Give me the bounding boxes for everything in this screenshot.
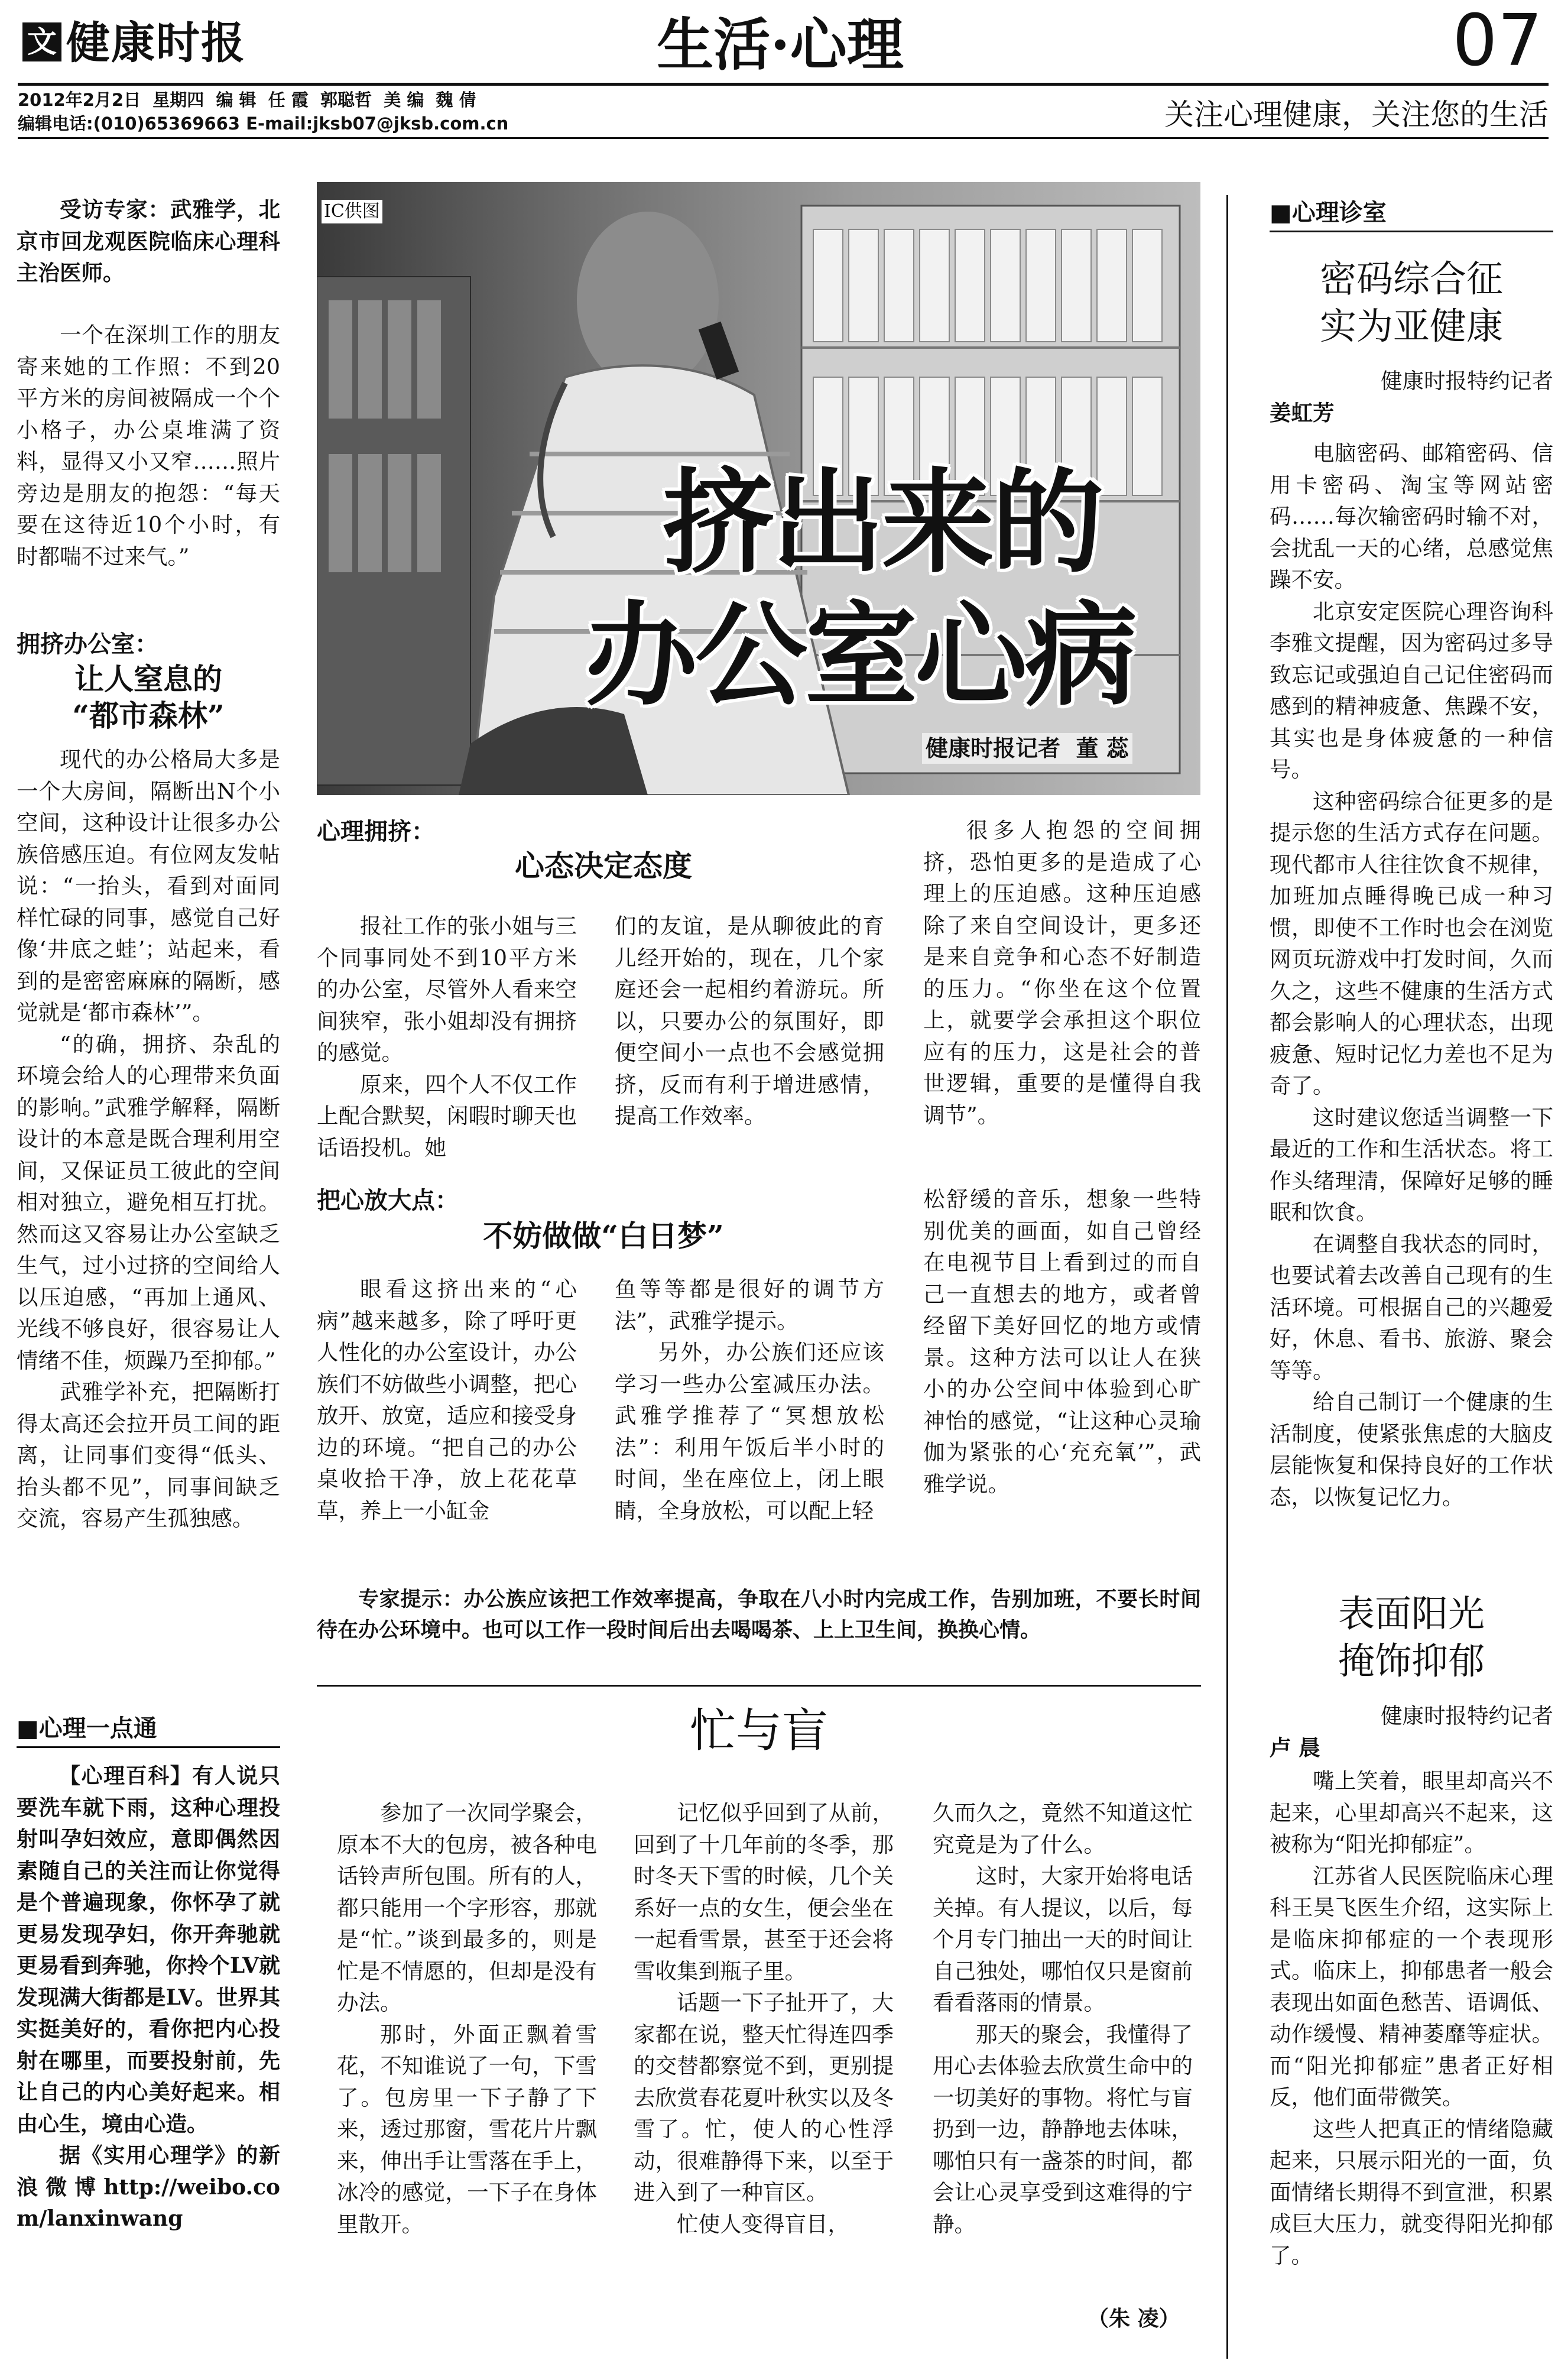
sec1-body	[17, 744, 280, 1535]
sec2-paragraph: 们的友谊，是从聊彼此的育儿经开始的，现在，几个家庭还会一起相约着游玩。所以，只要办公的氛围好，即便空间小一点也不会感觉拥挤，反而有利于增进感情，提高工作效率。	[615, 913, 884, 1129]
feature-title-line2: 办公室心病	[585, 591, 1135, 721]
essay-paragraph: 话题一下子扯开了，大家都在说，整天忙得连四季的交替都察觉不到，更别提去欣赏春花夏叶秋实以及冬雪了。忙，使人的心性浮动，很难静得下来，以至于进入到了一种盲区。	[634, 1990, 894, 2205]
feature-title-line1: 挤出来的	[662, 458, 1102, 588]
section-title: 生活·心理	[657, 11, 904, 78]
essay-col2	[634, 1797, 894, 2240]
tips-section-rule	[17, 1746, 280, 1748]
tip-text: 办公族应该把工作效率提高，争取在八小时内完成工作，告别加班，不要长时间待在办公环境中。也可以工作一段时间后出去喝喝茶、上上卫生间，换换心情。	[317, 1587, 1201, 1642]
sec3-paragraph: 另外，办公族们还应该学习一些办公室减压办法。武雅学推荐了“冥想放松法”：利用午饭后半小时的时间，坐在座位上，闭上眼睛，全身放松，可以配上轻	[615, 1340, 884, 1523]
logo-mark: 文	[22, 22, 61, 61]
sec2-kicker: 心理拥挤：	[317, 818, 435, 845]
sec1-kicker: 拥挤办公室：	[17, 631, 158, 658]
feature-intro	[17, 319, 280, 572]
clinic-article2-title-line1: 表面阳光	[1338, 1592, 1485, 1635]
sec2-col1	[317, 910, 577, 1163]
sec1-title-line1: 让人窒息的	[74, 662, 222, 696]
clinic-paragraph: 给自己制订一个健康的生活制度，使紧张焦虑的大脑皮层能恢复和保持良好的工作状态，以恢复记忆力。	[1270, 1389, 1553, 1510]
essay-paragraph: 那天的聚会，我懂得了用心去体验去欣赏生命中的一切美好的事物。将忙与盲扔到一边，静静地去体味，哪怕只有一盏茶的时间，都会让心灵享受到这难得的宁静。	[933, 2021, 1193, 2237]
page-number: 07	[1452, 0, 1543, 82]
essay-col3	[933, 1797, 1193, 2240]
clinic-paragraph: 这时建议您适当调整一下最近的工作和生活状态。将工作头绪理清，保障好足够的睡眠和饮食。	[1270, 1104, 1553, 1225]
masthead-rule	[18, 83, 1549, 86]
clinic-article2-body	[1270, 1765, 1553, 2271]
clinic-paragraph: 嘴上笑着，眼里却高兴不起来，心里却高兴不起来，这被称为“阳光抑郁症”。	[1270, 1768, 1553, 1857]
clinic-section-rule	[1270, 231, 1553, 232]
clinic-paragraph: 电脑密码、邮箱密码、信用卡密码、淘宝等网站密码……每次输密码时输不对，会扰乱一天的心绪，总感觉焦躁不安。	[1270, 440, 1553, 592]
essay-col1	[337, 1797, 597, 2240]
essay-paragraph: 那时，外面正飘着雪花，不知谁说了一句，下雪了。包房里一下子静了下来，透过那窗，雪花片片飘来，伸出手让雪落在手上，冰冷的感觉，一下子在身体里散开。	[337, 2021, 597, 2237]
sec2-paragraph: 原来，四个人不仅工作上配合默契，闲暇时聊天也话语投机。她	[317, 1071, 577, 1160]
clinic-article1-body	[1270, 437, 1553, 1513]
sec1-paragraph: 武雅学补充，把隔断打得太高还会拉开员工间的距离，让同事们变得“低头、抬头都不见”，同事间缺乏交流，容易产生孤独感。	[17, 1379, 280, 1531]
paper-name: 健康时报	[66, 18, 246, 69]
masthead-bottom-rule	[18, 137, 1549, 139]
tips-source: 据《实用心理学》的新浪微博http://weibo.com/lanxinwang	[17, 2143, 280, 2231]
feature-byline: 健康时报记者 董 蕊	[922, 733, 1132, 764]
slogan: 关注心理健康，关注您的生活	[1164, 98, 1549, 132]
sec3-paragraph: 眼看这挤出来的“心病”越来越多，除了呼吁更人性化的办公室设计，办公族们不妨做些小调整，把心放开、放宽，适应和接受身边的环境。“把自己的办公桌收拾干净，放上花花草草，养上一小缸金	[317, 1276, 577, 1523]
byline-name: 姜虹芳	[1270, 400, 1335, 426]
sec2-title: 心态决定态度	[515, 848, 692, 883]
clinic-article1-title-line1: 密码综合征	[1319, 257, 1503, 300]
sec2-col3	[923, 815, 1201, 1131]
sec1-paragraph: “的确，拥挤、杂乱的环境会给人的心理带来负面的影响。”武雅学解释，隔断设计的本意是既合理利用空间，又保证员工彼此的空间相对独立，避免相互打扰。然而这又容易让办公室缺乏生气，过小过挤的空间给人以压迫感，“再加上通风、光线不够良好，很容易让人情绪不佳，烦躁乃至抑郁。”	[17, 1031, 280, 1373]
clinic-article2-title-line2: 掩饰抑郁	[1338, 1639, 1485, 1682]
photo-credit: IC供图	[322, 200, 382, 223]
expert-tip	[317, 1584, 1201, 1646]
sec3-paragraph: 鱼等等都是很好的调节方法”，武雅学提示。	[615, 1276, 884, 1334]
clinic-paragraph: 在调整自我状态的同时，也要试着去改善自己现有的生活环境。可根据自己的兴趣爱好，休息、看书、旅游、聚会等等。	[1270, 1231, 1553, 1383]
sec2-col2	[615, 910, 884, 1132]
sec3-col3	[923, 1183, 1201, 1500]
clinic-article1-byline	[1270, 365, 1553, 429]
expert-note	[17, 194, 280, 289]
sec3-col2	[615, 1273, 884, 1526]
clinic-paragraph: 这种密码综合征更多的是提示您的生活方式存在问题。现代都市人往往饮食不规律，加班加点睡得晚已成一种习惯，即使不工作时也会在浏览网页玩游戏中打发时间，久而久之，这些不健康的生活方式都会影响人的心理状态，出现疲惫、短时记忆力差也不足为奇了。	[1270, 788, 1553, 1098]
tips-tag: 【心理百科】	[59, 1763, 193, 1788]
expert-text: 武雅学，北京市回龙观医院临床心理科主治医师。	[17, 197, 280, 286]
sec3-col1	[317, 1273, 577, 1526]
tips-body	[17, 1760, 280, 2235]
clinic-article2-byline	[1270, 1700, 1553, 1763]
byline-prefix: 健康时报特约记者	[1381, 368, 1553, 394]
expert-label: 受访专家：	[60, 197, 170, 222]
intro-paragraph: 一个在深圳工作的朋友寄来她的工作照：不到20平方米的房间被隔成一个个小格子，办公桌堆满了资料，显得又小又窄……照片旁边是朋友的抱怨：“每天要在这待近10个小时，有时都喘不过来气。”	[17, 322, 280, 569]
byline-name: 卢 晨	[1270, 1734, 1320, 1760]
sec3-paragraph: 松舒缓的音乐，想象一些特别优美的画面，如自己曾经在电视节目上看到过的而自己一直想去的地方，或者曾经留下美好回忆的地方或情景。这种方法可以让人在狭小的办公空间中体验到心旷神怡的感觉，“让这种心灵瑜伽为紧张的心‘充充氧’”，武雅学说。	[923, 1186, 1201, 1497]
sidebar-divider	[1226, 195, 1228, 2359]
contact-line: 编辑电话:(010)65369663 E-mail:jksb07@jksb.com.cn	[18, 114, 509, 134]
essay-paragraph: 忙使人变得盲目，	[677, 2211, 849, 2237]
essay-paragraph: 久而久之，竟然不知道这忙究竟是为了什么。	[933, 1800, 1193, 1857]
essay-paragraph: 这时，大家开始将电话关掉。有人提议，以后，每个月专门抽出一天的时间让自己独处，哪怕仅只是窗前看看落雨的情景。	[933, 1863, 1193, 2015]
essay-paragraph: 记忆似乎回到了从前，回到了十几年前的冬季，那时冬天下雪的时候，几个关系好一点的女生，便会坐在一起看雪景，甚至于还会将雪收集到瓶子里。	[634, 1800, 894, 1984]
sec2-paragraph: 报社工作的张小姐与三个同事同处不到10平方米的办公室，尽管外人看来空间狭窄，张小姐却没有拥挤的感觉。	[317, 913, 577, 1065]
essay-author: （朱 凌）	[1088, 2306, 1180, 2331]
clinic-paragraph: 江苏省人民医院临床心理科王昊飞医生介绍，这实际上是临床抑郁症的一个表现形式。临床上，抑郁患者一般会表现出如面色愁苦、语调低、动作缓慢、精神萎靡等症状。而“阳光抑郁症”患者正好相反，他们面带微笑。	[1270, 1863, 1553, 2110]
sec2-paragraph: 很多人抱怨的空间拥挤，恐怕更多的是造成了心理上的压迫感。这种压迫感除了来自空间设计，更多还是来自竞争和心态不好制造的压力。“你坐在这个位置上，就要学会承担这个职位应有的压力，这是社会的普世逻辑，重要的是懂得自我调节”。	[923, 818, 1201, 1128]
sec3-kicker: 把心放大点：	[317, 1187, 459, 1214]
clinic-section-label: ■心理诊室	[1270, 199, 1387, 226]
clinic-article1-title-line2: 实为亚健康	[1319, 304, 1503, 348]
essay-title: 忙与盲	[689, 1704, 828, 1758]
tips-text: 有人说只要洗车就下雨，这种心理投射叫孕妇效应，意即偶然因素随自己的关注而让你觉得是个普遍现象，你怀孕了就更易发现孕妇，你开奔驰就更易看到奔驰，你拎个LV就发现满大街都是LV。世界其实挺美好的，看你把内心投射在哪里，而要投射前，先让自己的内心美好起来。相由心生，境由心造。	[17, 1763, 280, 2136]
sec1-title-line2: “都市森林”	[72, 698, 225, 733]
byline-prefix: 健康时报特约记者	[1381, 1703, 1553, 1729]
essay-paragraph: 参加了一次同学聚会，原本不大的包房，被各种电话铃声所包围。所有的人，都只能用一个字形容，那就是“忙。”谈到最多的，则是忙是不情愿的，但却是没有办法。	[337, 1800, 597, 2015]
clinic-paragraph: 北京安定医院心理咨询科李雅文提醒，因为密码过多导致忘记或强迫自己记住密码而感到的精神疲惫、焦躁不安，其实也是身体疲惫的一种信号。	[1270, 598, 1553, 782]
clinic-paragraph: 这些人把真正的情绪隐藏起来，只展示阳光的一面，负面情绪长期得不到宣泄，积累成巨大压力，就变得阳光抑郁了。	[1270, 2116, 1553, 2268]
sec3-title: 不妨做做“白日梦”	[483, 1218, 724, 1253]
sec1-paragraph: 现代的办公格局大多是一个大房间，隔断出N个小空间，这种设计让很多办公族倍感压迫。有位网友发帖说：“一抬头，看到对面同样忙碌的同事，感觉自己好像‘井底之蛙’；站起来，看到的是密密麻麻的隔断，感觉就是‘都市森林’”。	[17, 747, 280, 1025]
tips-section-label: ■心理一点通	[17, 1715, 157, 1742]
feature-bottom-rule	[317, 1685, 1201, 1687]
date-line: 2012年2月2日 星期四 编 辑 任 霞 郭聪哲 美 编 魏 倩	[18, 90, 476, 110]
tip-label: 专家提示：	[358, 1587, 464, 1611]
masthead	[0, 0, 1558, 142]
